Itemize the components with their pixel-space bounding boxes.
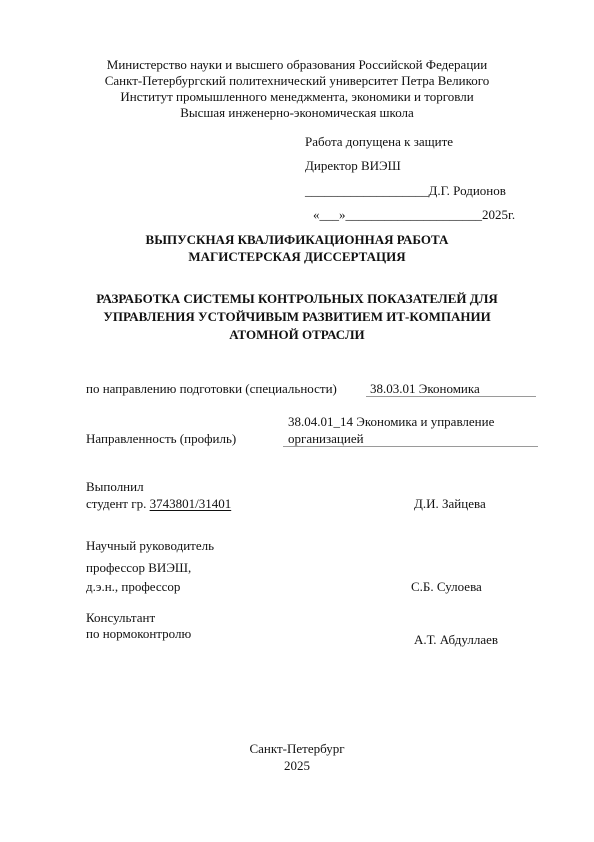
date-year: 2025г. [482, 207, 516, 222]
approval-director-signature [305, 183, 506, 199]
author-group-prefix: студент гр. [86, 496, 150, 511]
date-open-quote: « [313, 207, 320, 222]
topic-line-2: УПРАВЛЕНИЯ УСТОЙЧИВЫМ РАЗВИТИЕМ ИТ-КОМПАНИИ [103, 309, 491, 324]
consultant-name: А.Т. Абдуллаев [414, 632, 498, 647]
consultant-area: по нормоконтролю [86, 626, 192, 641]
director-signature-blank: ___________________ [305, 183, 429, 198]
profile-value-line-1: 38.04.01_14 Экономика и управление [288, 414, 495, 429]
footer-city: Санкт-Петербург [249, 741, 345, 756]
work-type-subtitle: МАГИСТЕРСКАЯ ДИССЕРТАЦИЯ [188, 249, 406, 264]
author-group-line [86, 496, 231, 512]
author-name: Д.И. Зайцева [414, 496, 486, 511]
author-group-number: 3743801/31401 [149, 496, 232, 511]
approval-director-title: Директор ВИЭШ [305, 158, 401, 173]
profile-underline [283, 446, 538, 447]
supervisor-position: профессор ВИЭШ, [86, 560, 192, 575]
author-role: Выполнил [86, 479, 144, 494]
institute-line: Институт промышленного менеджмента, экономики и торговли [120, 89, 474, 104]
profile-value-line-2: организацией [288, 431, 364, 446]
direction-value: 38.03.01 Экономика [370, 381, 480, 396]
topic-line-1: РАЗРАБОТКА СИСТЕМЫ КОНТРОЛЬНЫХ ПОКАЗАТЕЛЕЙ ДЛЯ [96, 291, 498, 306]
direction-underline [366, 396, 536, 397]
topic-line-3: АТОМНОЙ ОТРАСЛИ [229, 327, 365, 342]
supervisor-name: С.Б. Сулоева [411, 579, 482, 594]
supervisor-degree: д.э.н., профессор [86, 579, 181, 594]
work-type-title: ВЫПУСКНАЯ КВАЛИФИКАЦИОННАЯ РАБОТА [145, 232, 449, 247]
university-line: Санкт-Петербургский политехнический университет Петра Великого [104, 73, 490, 88]
supervisor-role: Научный руководитель [86, 538, 215, 553]
direction-label: по направлению подготовки (специальности) [86, 381, 337, 396]
consultant-role: Консультант [86, 610, 156, 625]
date-close-quote: » [339, 207, 346, 222]
director-name: Д.Г. Родионов [428, 183, 506, 198]
school-line: Высшая инженерно-экономическая школа [180, 105, 414, 120]
profile-label: Направленность (профиль) [86, 431, 237, 446]
approval-date [313, 207, 515, 223]
approval-admitted: Работа допущена к защите [305, 134, 454, 149]
date-month-blank: _____________________ [345, 207, 482, 222]
ministry-line: Министерство науки и высшего образования Российской Федерации [106, 57, 488, 72]
footer-year: 2025 [284, 758, 310, 773]
date-day-blank: ___ [319, 207, 339, 222]
